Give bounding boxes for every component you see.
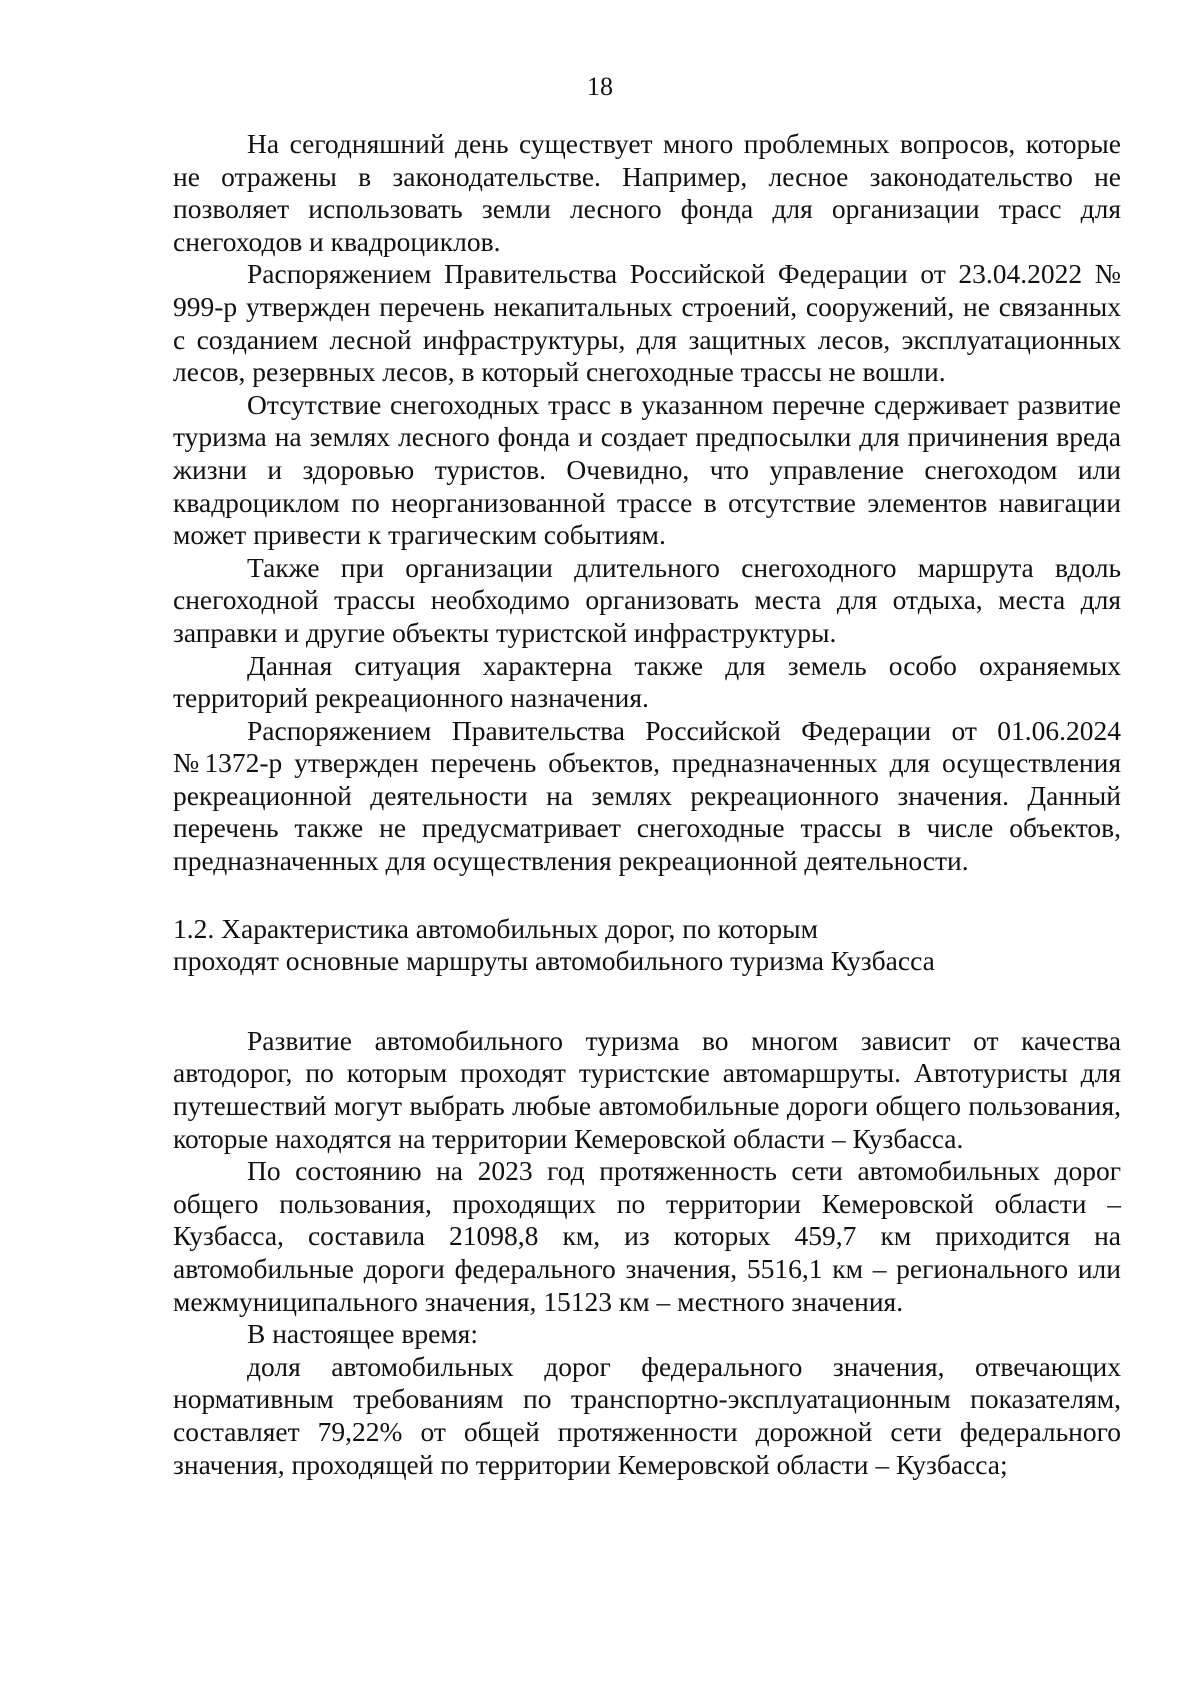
page-number: 18: [587, 72, 613, 101]
paragraph: доля автомобильных дорог федерального значения, отвечающих нормативным требованиям по транспортно-эксплуатационным показателям, составляет 79,22% от общей протяженности дорожной сети федерального значения, проходящей по территории Кемеровской области – Кузбасса;: [173, 1350, 1121, 1480]
paragraph: Распоряжением Правительства Российской Федерации от 01.06.2024 №1372-р утвержден перечень объектов, предназначенных для осуществления рекреационной деятельности на землях рекреационного значения. Данный перечень также не предусматривает снегоходные трассы в числе объектов, предназначенных для осуществления рекреационной деятельности.: [173, 714, 1121, 877]
document-body: [173, 128, 1121, 1481]
paragraph: На сегодняшний день существует много проблемных вопросов, которые не отражены в законодательстве. Например, лесное законодательство не позволяет использовать земли лесного фонда для организации трасс для снегоходов и квадроциклов.: [173, 128, 1121, 257]
paragraph: По состоянию на 2023 год протяженность сети автомобильных дорог общего пользования, проходящих по территории Кемеровской области – Кузбасса, составила 21098,8 км, из которых 459,7 км приходится на автомобильные дороги федерального значения, 5516,1 км – регионального или межмуниципального значения, 15123 км – местного значения.: [173, 1155, 1121, 1317]
section-heading-line1: 1.2. Характеристика автомобильных дорог, по которым: [173, 912, 819, 944]
section-heading: [173, 913, 1121, 978]
section-heading-line2: проходят основные маршруты автомобильного туризма Кузбасса: [173, 945, 935, 977]
paragraph: Данная ситуация характерна также для земель особо охраняемых территорий рекреационного назначения.: [173, 649, 1121, 714]
paragraph: В настоящее время:: [247, 1318, 478, 1350]
paragraph: Также при организации длительного снегоходного маршрута вдоль снегоходной трассы необходимо организовать места для отдыха, места для заправки и другие объекты туристской инфраструктуры.: [173, 551, 1121, 648]
paragraph: Распоряжением Правительства Российской Федерации от 23.04.2022 № 999-р утвержден перечень некапитальных строений, сооружений, не связанных с созданием лесной инфраструктуры, для защитных лесов, эксплуатационных лесов, резервных лесов, в который снегоходные трассы не вошли.: [173, 258, 1121, 388]
paragraph: Отсутствие снегоходных трасс в указанном перечне сдерживает развитие туризма на землях лесного фонда и создает предпосылки для причинения вреда жизни и здоровью туристов. Очевидно, что управление снегоходом или квадроциклом по неорганизованной трассе в отсутствие элементов навигации может привести к трагическим событиям.: [173, 388, 1121, 551]
paragraph: Развитие автомобильного туризма во многом зависит от качества автодорог, по которым проходят туристские автомаршруты. Автотуристы для путешествий могут выбрать любые автомобильные дороги общего пользования, которые находятся на территории Кемеровской области – Кузбасса.: [173, 1024, 1121, 1154]
